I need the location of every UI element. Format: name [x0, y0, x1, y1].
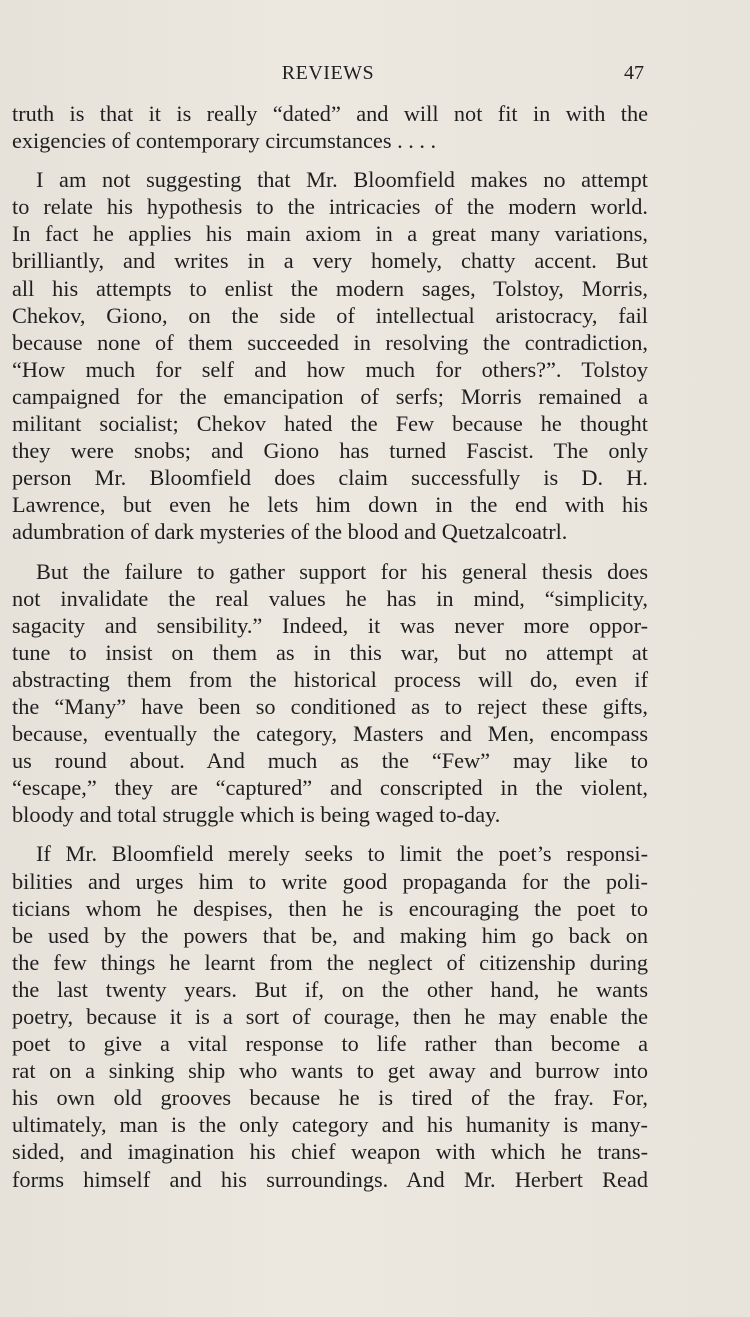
text-line: the “Many” have been so conditioned as to reject these gifts, [12, 693, 648, 719]
text-line: the few things he learnt from the neglect of citizenship during [12, 949, 648, 975]
text-line: “escape,” they are “captured” and conscripted in the violent, [12, 775, 648, 801]
paragraph-gap [12, 546, 648, 558]
text-line: poetry, because it is a sort of courage, then he may enable the [12, 1004, 648, 1029]
text-line: the last twenty years. But if, on the other hand, he wants [12, 976, 648, 1002]
text-line: “How much for self and how much for others?”. Tolstoy [12, 356, 648, 382]
text-line: truth is that it is really “dated” and will not fit in with the [12, 101, 648, 126]
text-line: rat on a sinking ship who wants to get away and burrow into [12, 1058, 648, 1084]
text-line: ticians whom he despises, then he is encouraging the poet to [12, 895, 648, 921]
text-line: poet to give a vital response to life rather than become a [12, 1031, 648, 1057]
text-line: brilliantly, and writes in a very homely, chatty accent. But [12, 248, 648, 274]
page-header [12, 62, 644, 92]
text-line: to relate his hypothesis to the intricacies of the modern world. [12, 194, 648, 220]
text-line: abstracting them from the historical process will do, even if [12, 666, 648, 692]
body-text [12, 100, 648, 1193]
text-line: campaigned for the emancipation of serfs; Morris remained a [12, 383, 648, 409]
text-line: sided, and imagination his chief weapon with which he trans- [12, 1139, 648, 1165]
text-line: his own old grooves because he is tired of the fray. For, [12, 1085, 648, 1111]
text-line: be used by the powers that be, and making him go back on [12, 922, 648, 948]
paragraph [12, 840, 648, 1192]
paragraph-gap [12, 828, 648, 840]
text-line: person Mr. Bloomfield does claim successfully is D. H. [12, 465, 648, 491]
text-line: In fact he applies his main axiom in a great many variations, [12, 221, 648, 247]
paragraph [12, 100, 648, 154]
text-line: I am not suggesting that Mr. Bloomfield makes no attempt [36, 167, 648, 193]
text-line: exigencies of contemporary circumstances . . . . [12, 128, 437, 154]
text-line: they were snobs; and Giono has turned Fascist. The only [12, 438, 648, 464]
paragraph [12, 166, 648, 545]
text-line: sagacity and sensibility.” Indeed, it was never more oppor- [12, 612, 648, 638]
text-line: If Mr. Bloomfield merely seeks to limit the poet’s responsi- [36, 841, 648, 867]
paragraph-gap [12, 154, 648, 166]
paragraph [12, 558, 648, 829]
text-line: Chekov, Giono, on the side of intellectual aristocracy, fail [12, 302, 648, 328]
text-line: But the failure to gather support for his general thesis does [36, 558, 648, 584]
text-line: tune to insist on them as in this war, but no attempt at [12, 639, 648, 665]
text-line: not invalidate the real values he has in mind, “simplicity, [12, 585, 648, 611]
text-line: all his attempts to enlist the modern sages, Tolstoy, Morris, [12, 275, 648, 301]
text-line: forms himself and his surroundings. And Mr. Herbert Read [12, 1166, 648, 1192]
text-line: bloody and total struggle which is being waged to-day. [12, 802, 501, 828]
text-line: adumbration of dark mysteries of the blood and Quetzalcoatrl. [12, 519, 568, 545]
text-line: Lawrence, but even he lets him down in the end with his [12, 492, 648, 518]
text-line: militant socialist; Chekov hated the Few because he thought [12, 411, 648, 437]
running-head: REVIEWS [281, 62, 375, 84]
text-line: because none of them succeeded in resolving the contradiction, [12, 329, 648, 355]
text-line: ultimately, man is the only category and his humanity is many- [12, 1112, 648, 1138]
text-line: because, eventually the category, Masters and Men, encompass [12, 721, 648, 747]
text-line: us round about. And much as the “Few” may like to [12, 748, 648, 774]
page-number: 47 [624, 62, 644, 84]
text-line: bilities and urges him to write good propaganda for the poli- [12, 868, 648, 894]
